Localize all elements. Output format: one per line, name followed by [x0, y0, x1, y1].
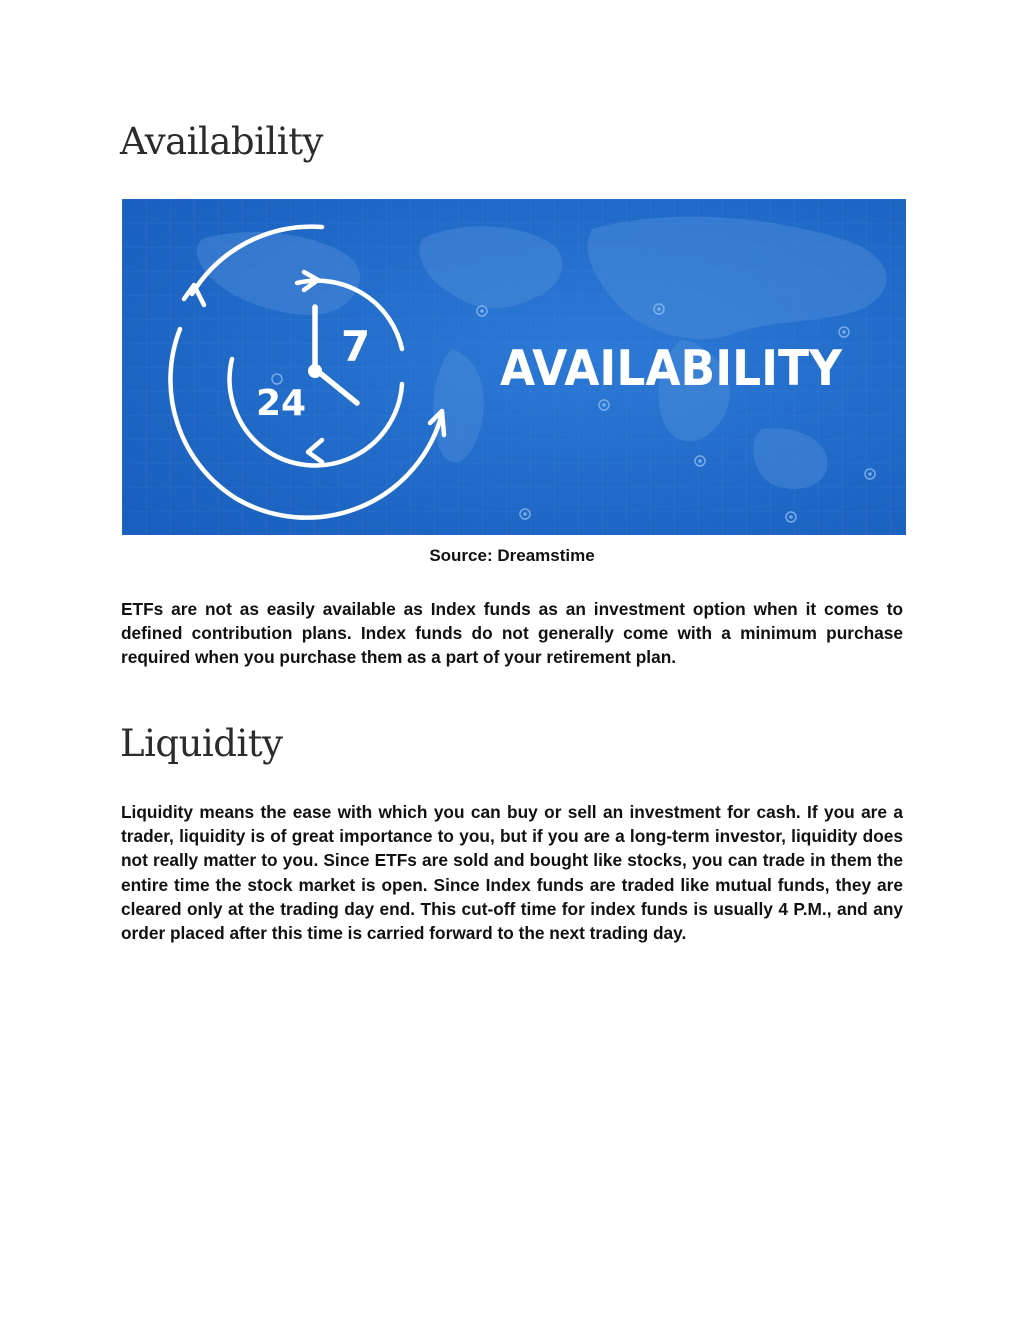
banner-title: AVAILABILITY	[500, 340, 843, 397]
section-paragraph-liquidity: Liquidity means the ease with which you can buy or sell an investment for cash. If you are a trader, liquidity is of great importance to you, but if you are a long-term investor, liquidity does not really matter to you. Since ETFs are sold and bought like stocks, you can trade in them the entire time the stock market is open. Since Index funds are traded like mutual funds, they are cleared only at the trading day end. This cut-off time for index funds is usually 4 P.M., and any order placed after this time is carried forward to the next trading day.	[121, 802, 903, 944]
caption-text: Source: Dreamstime	[429, 546, 595, 565]
clock-center-dot	[308, 364, 322, 378]
image-caption	[0, 546, 1024, 566]
section-heading-liquidity: Liquidity	[120, 722, 283, 765]
banner-hours-top: 7	[341, 322, 371, 371]
banner-hours-bottom: 24	[256, 383, 307, 424]
availability-banner-image	[122, 199, 906, 535]
section-heading-availability: Availability	[120, 120, 323, 163]
section-paragraph-availability: ETFs are not as easily available as Index funds as an investment option when it comes to defined contribution plans. Index funds do not generally come with a minimum purchase required when you purchase them as a part of your retirement plan.	[121, 599, 903, 668]
